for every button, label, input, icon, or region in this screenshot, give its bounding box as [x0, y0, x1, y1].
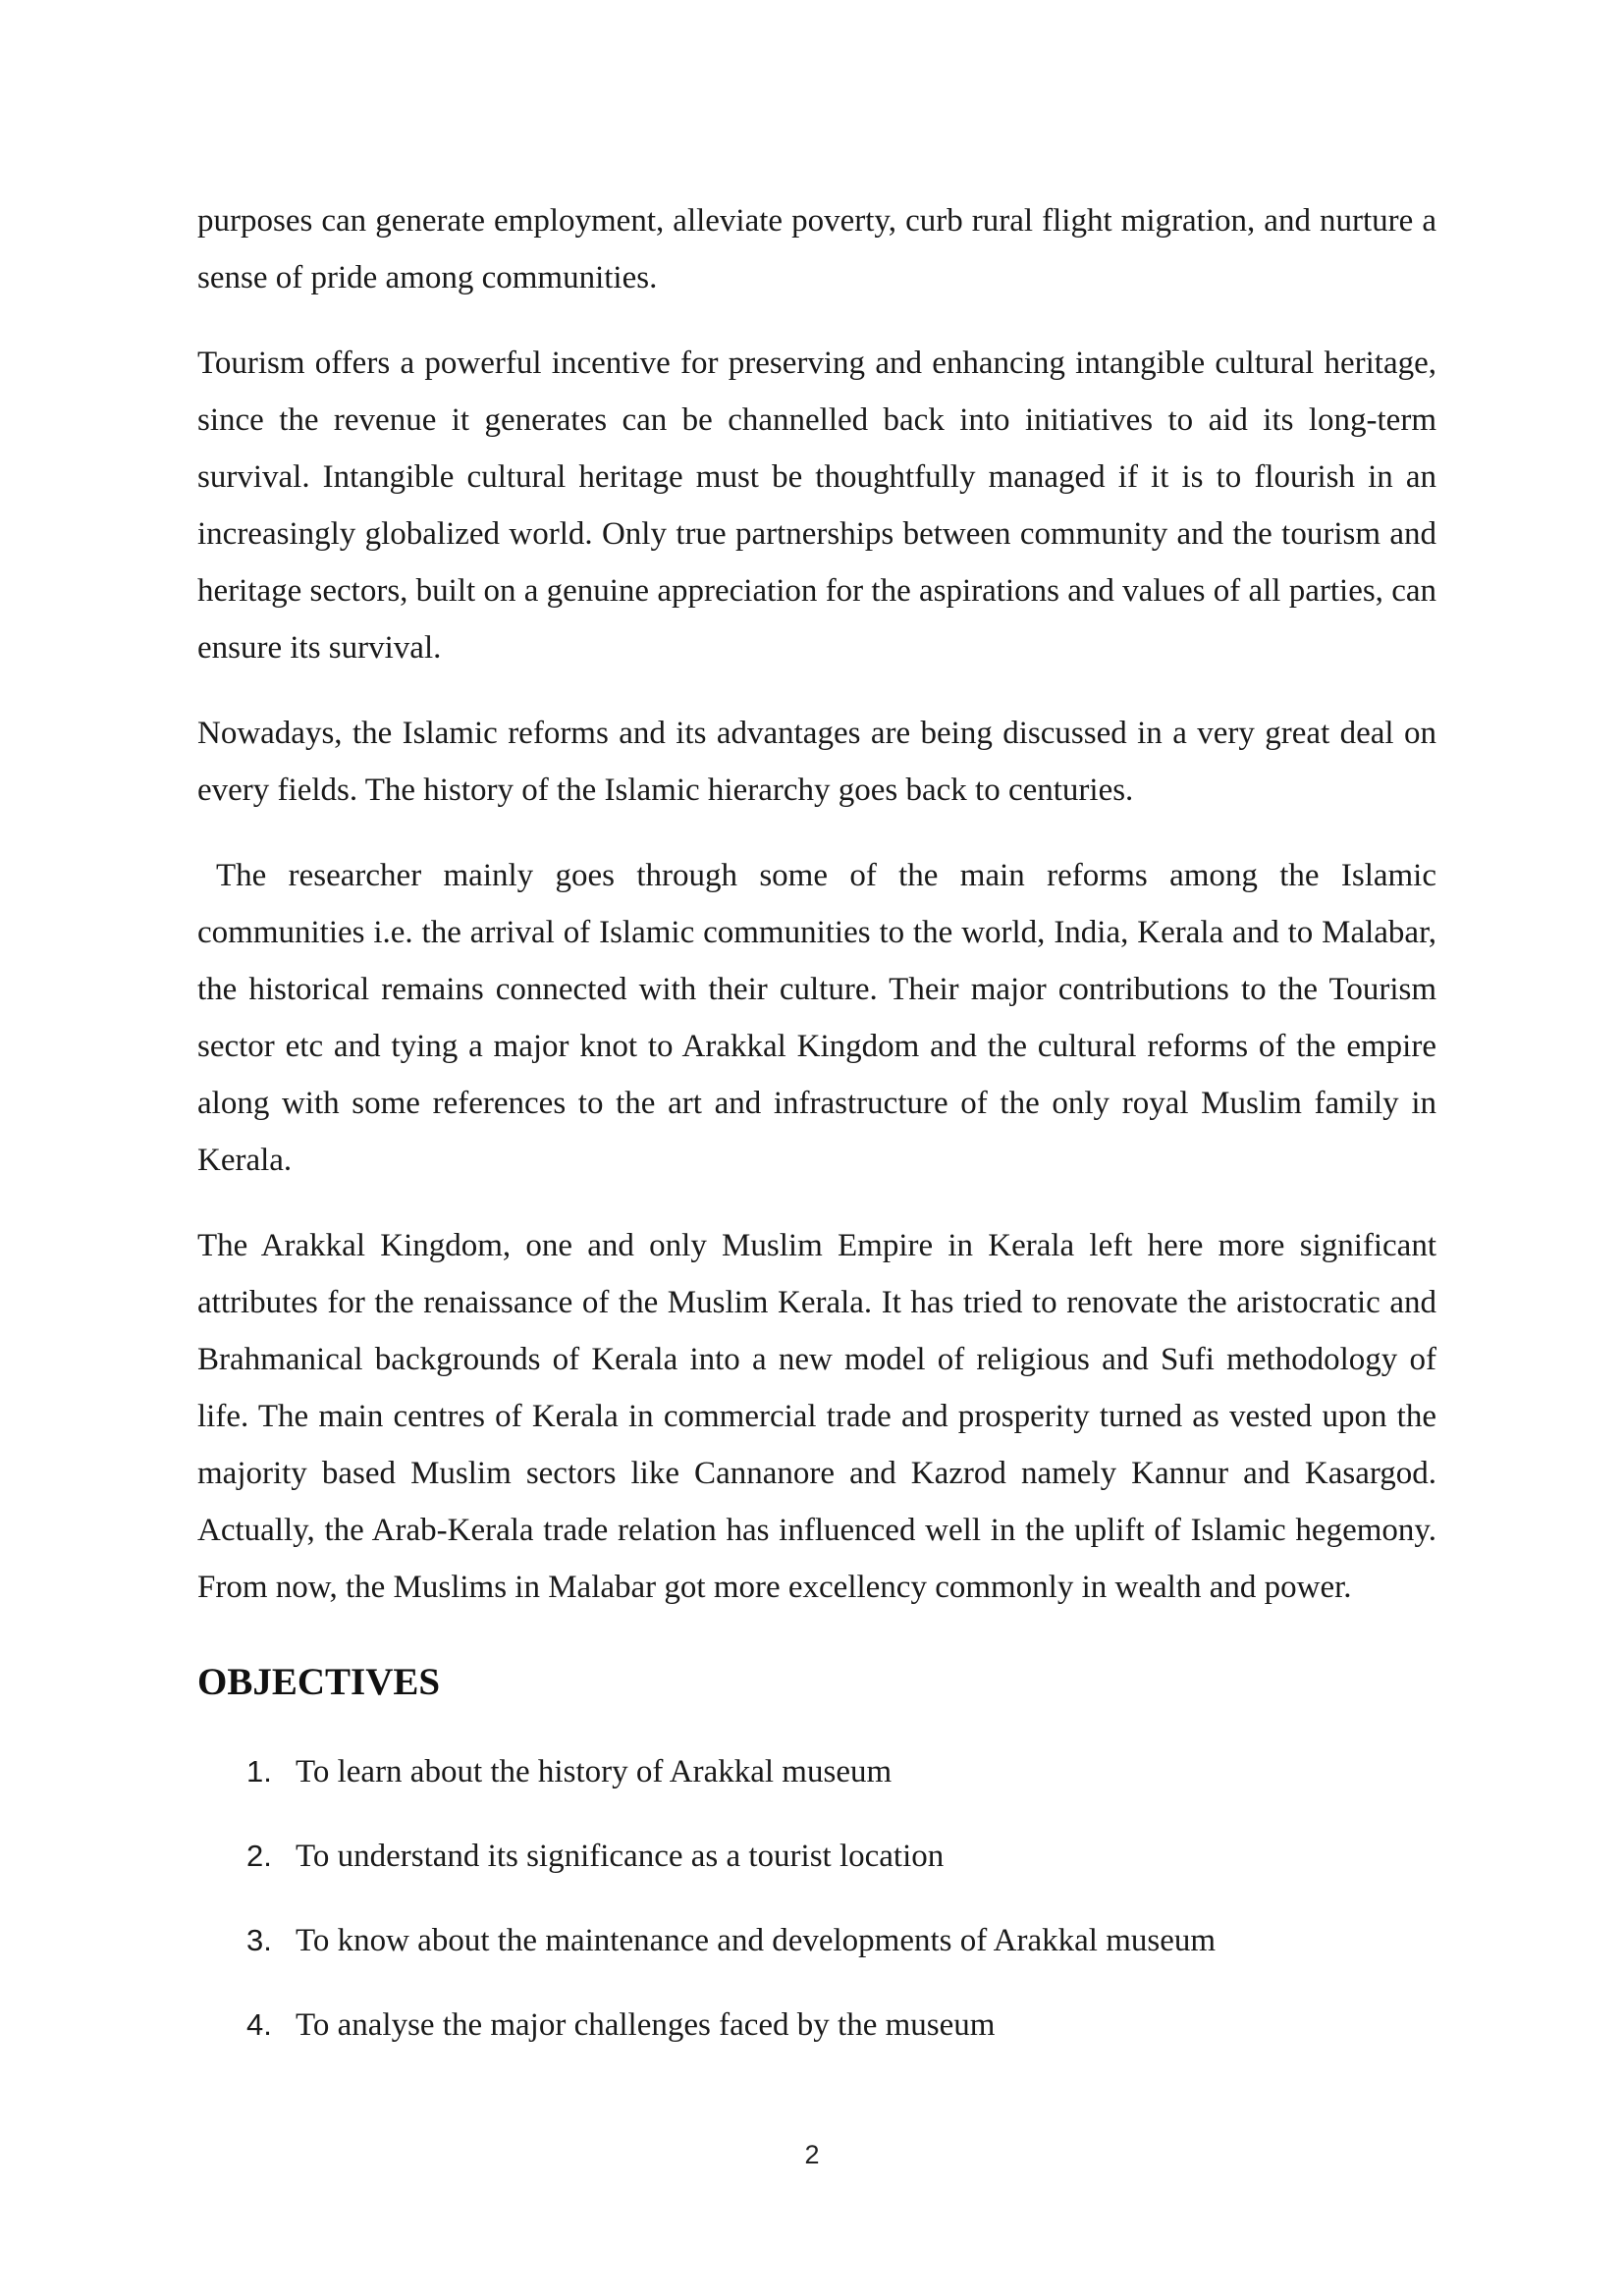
paragraph-arakkal-kingdom: The Arakkal Kingdom, one and only Muslim Empire in Kerala left here more significant attributes for the renaissance of the Muslim Kerala. It has tried to renovate the aristocratic and Brahmanical backgrounds of Kerala into a new model of religious and Sufi methodology of life. The main centres of Kerala in commercial trade and prosperity turned as vested upon the majority based Muslim sectors like Cannanore and Kazrod namely Kannur and Kasargod. Actually, the Arab-Kerala trade relation has influenced well in the uplift of Islamic hegemony. From now, the Muslims in Malabar got more excellency commonly in wealth and power.: [197, 1228, 1436, 1605]
paragraph-islamic-reforms: Nowadays, the Islamic reforms and its advantages are being discussed in a very great deal on every fields. The history of the Islamic hierarchy goes back to centuries.: [197, 716, 1436, 808]
page-number: 2: [804, 2140, 820, 2169]
objective-number: 4.: [246, 2007, 272, 2042]
paragraph-tourism-heritage: Tourism offers a powerful incentive for preserving and enhancing intangible cultural heritage, since the revenue it generates can be channelled back into initiatives to aid its long-term survival. Intangible cultural heritage must be thoughtfully managed if it is to flourish in an increasingly globalized world. Only true partnerships between community and the tourism and heritage sectors, built on a genuine appreciation for the aspirations and values of all parties, can ensure its survival.: [197, 346, 1436, 666]
objective-item: [197, 1997, 1436, 2081]
objectives-heading: OBJECTIVES: [197, 1661, 441, 1703]
objective-text: To understand its significance as a tourist location: [296, 1839, 945, 1874]
paragraph-continuation: purposes can generate employment, alleviate poverty, curb rural flight migration, and nurture a sense of pride among communities.: [197, 203, 1436, 295]
objective-number: 3.: [246, 1923, 272, 1957]
objectives-list: [197, 1743, 1436, 2081]
page-content: [197, 192, 1436, 2081]
paragraph-researcher: The researcher mainly goes through some of the main reforms among the Islamic communities i.e. the arrival of Islamic communities to the world, India, Kerala and to Malabar, the historical remains connected with their culture. Their major contributions to the Tourism sector etc and tying a major knot to Arakkal Kingdom and the cultural reforms of the empire along with some references to the art and infrastructure of the only royal Muslim family in Kerala.: [197, 858, 1436, 1178]
objective-text: To know about the maintenance and developments of Arakkal museum: [296, 1923, 1217, 1958]
objective-text: To learn about the history of Arakkal museum: [296, 1754, 893, 1789]
objective-item: [197, 1743, 1436, 1828]
objective-text: To analyse the major challenges faced by the museum: [296, 2007, 996, 2043]
objective-item: [197, 1828, 1436, 1912]
objective-number: 1.: [246, 1754, 272, 1789]
objective-number: 2.: [246, 1839, 272, 1873]
objective-item: [197, 1912, 1436, 1997]
